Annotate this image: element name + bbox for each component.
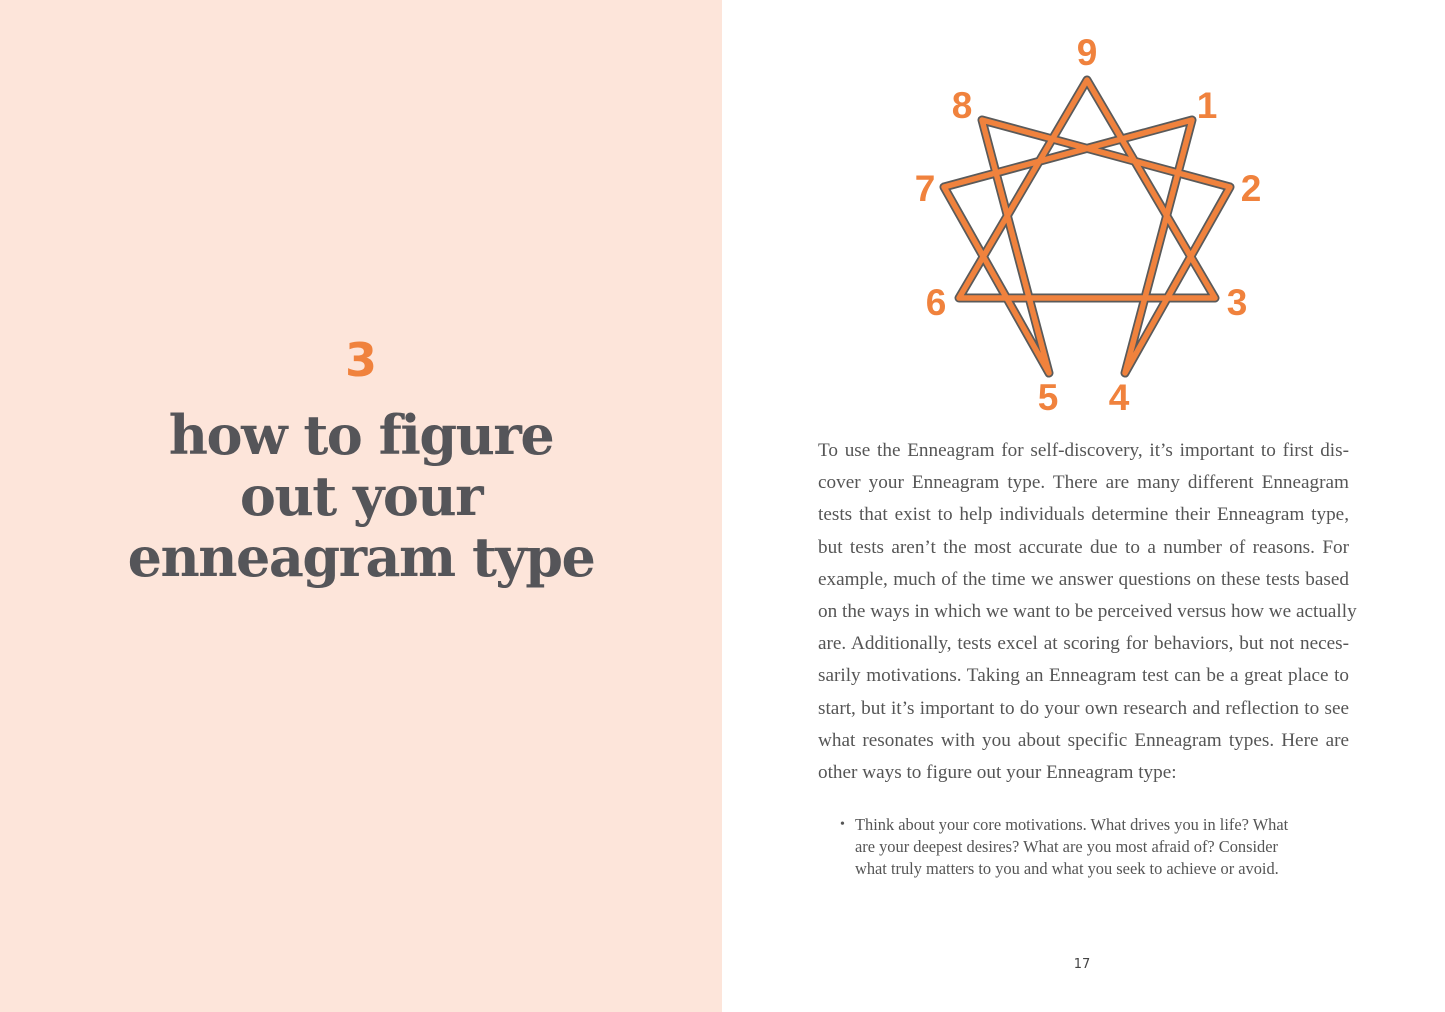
point-label-1: 1: [1196, 85, 1218, 126]
enneagram-lines: [944, 80, 1230, 373]
paragraph-line: To use the Enneagram for self-discovery, it’s important to first dis-: [818, 440, 1349, 461]
paragraph-line: start, but it’s important to do your own research and reflection to see: [818, 697, 1349, 719]
right-page: [722, 0, 1445, 1012]
enneagram-diagram: [897, 20, 1277, 420]
point-label-3: 3: [1226, 282, 1248, 323]
point-label-6: 6: [925, 282, 947, 323]
chapter-title-line: out your: [239, 464, 483, 528]
paragraph-line: on the ways in which we want to be perceived versus how we actually: [818, 601, 1357, 623]
chapter-number: 3: [344, 333, 377, 387]
page-number: 17: [1073, 957, 1091, 972]
point-label-8: 8: [951, 85, 973, 126]
left-page: [0, 0, 722, 1012]
bullet-line: are your deepest desires? What are you most afraid of? Consider: [855, 837, 1278, 857]
paragraph-line: tests that exist to help individuals determine their Enneagram type,: [818, 504, 1349, 526]
body-paragraph: [818, 435, 1357, 789]
bullet-marker: •: [840, 817, 845, 832]
point-label-9: 9: [1076, 32, 1098, 73]
paragraph-line: but tests aren’t the most accurate due to a number of reasons. For: [818, 536, 1349, 558]
paragraph-line: example, much of the time we answer questions on these tests based: [818, 568, 1349, 590]
bullet-line: what truly matters to you and what you seek to achieve or avoid.: [855, 859, 1279, 879]
paragraph-line: sarily motivations. Taking an Enneagram test can be a great place to: [818, 665, 1349, 687]
paragraph-line: are. Additionally, tests excel at scoring for behaviors, but not neces-: [818, 633, 1349, 655]
bullet-list: [840, 814, 1320, 881]
point-label-2: 2: [1240, 168, 1262, 209]
paragraph-line: what resonates with you about specific Enneagram types. Here are: [818, 729, 1349, 751]
bullet-item: [840, 814, 1320, 881]
bullet-line: Think about your core motivations. What drives you in life? What: [855, 815, 1289, 834]
paragraph-line: cover your Enneagram type. There are many different Enneagram: [818, 472, 1349, 494]
chapter-title-line: enneagram type: [127, 525, 595, 589]
point-label-4: 4: [1108, 377, 1130, 418]
point-label-7: 7: [914, 168, 936, 209]
chapter-title-line: how to figure: [168, 403, 554, 467]
chapter-title: [0, 405, 722, 588]
point-label-5: 5: [1037, 377, 1059, 418]
paragraph-line: other ways to figure out your Enneagram type:: [818, 762, 1177, 784]
